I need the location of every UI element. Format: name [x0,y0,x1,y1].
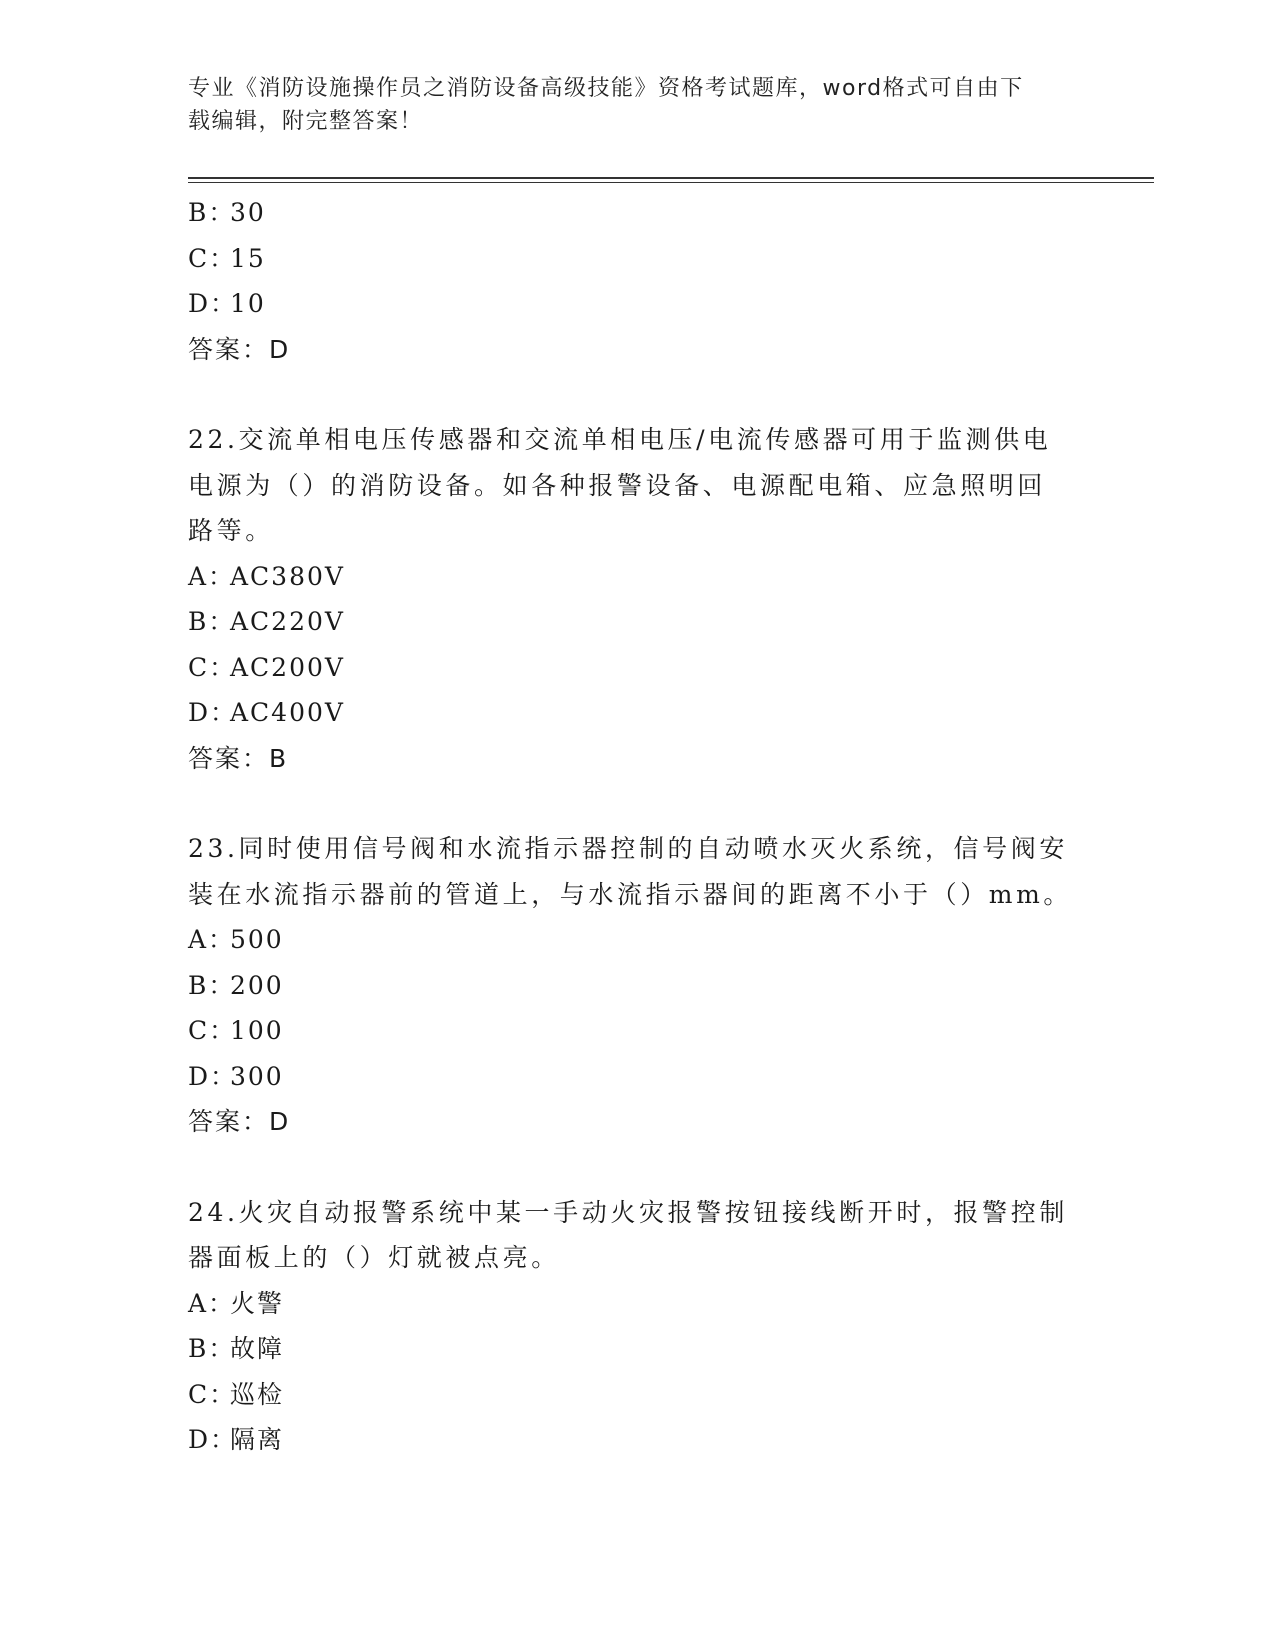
question-content [188,190,1088,1463]
question-stem-line: 23.同时使用信号阀和水流指示器控制的自动喷水灭火系统，信号阀安 [188,834,1068,863]
question-stem-line: 路等。 [188,516,274,545]
answer-line: 答案：D [188,1107,291,1136]
question-stem-line: 22.交流单相电压传感器和交流单相电压/电流传感器可用于监测供电 [188,425,1052,454]
header-rule-thick [188,177,1154,179]
question-21-tail [188,190,1088,372]
option-b: B：AC220V [188,607,345,636]
question-22 [188,417,1088,781]
option-d: D：隔离 [188,1425,285,1454]
question-stem-line: 器面板上的（）灯就被点亮。 [188,1243,560,1272]
option-c: C：15 [188,243,266,273]
option-c: C：巡检 [188,1379,285,1409]
option-d: D：300 [188,1061,284,1091]
option-a: A：500 [188,925,284,954]
document-header [188,72,1078,138]
option-a: A：AC380V [188,561,345,591]
question-stem-line: 装在水流指示器前的管道上，与水流指示器间的距离不小于（）mm。 [188,879,1073,909]
option-d: D：AC400V [188,698,345,727]
option-b: B：200 [188,970,284,1000]
spacer [188,1145,1088,1190]
question-stem-line: 24.火灾自动报警系统中某一手动火灾报警按钮接线断开时，报警控制 [188,1197,1068,1227]
header-line-1: 专业《消防设施操作员之消防设备高级技能》资格考试题库，word格式可自由下 [188,76,1024,101]
option-b: B：30 [188,198,266,227]
option-c: C：100 [188,1016,284,1045]
question-23 [188,826,1088,1145]
option-c: C：AC200V [188,652,345,682]
spacer [188,372,1088,417]
option-a: A：火警 [188,1288,285,1318]
header-rule-thin [188,182,1154,183]
question-stem-line: 电源为（）的消防设备。如各种报警设备、电源配电箱、应急照明回 [188,470,1047,500]
spacer [188,781,1088,826]
option-b: B：故障 [188,1334,285,1363]
option-d: D：10 [188,289,266,318]
header-line-2: 载编辑，附完整答案！ [188,109,424,134]
answer-line: 答案：D [188,334,291,364]
answer-line: 答案：B [188,743,289,773]
question-24 [188,1190,1088,1463]
